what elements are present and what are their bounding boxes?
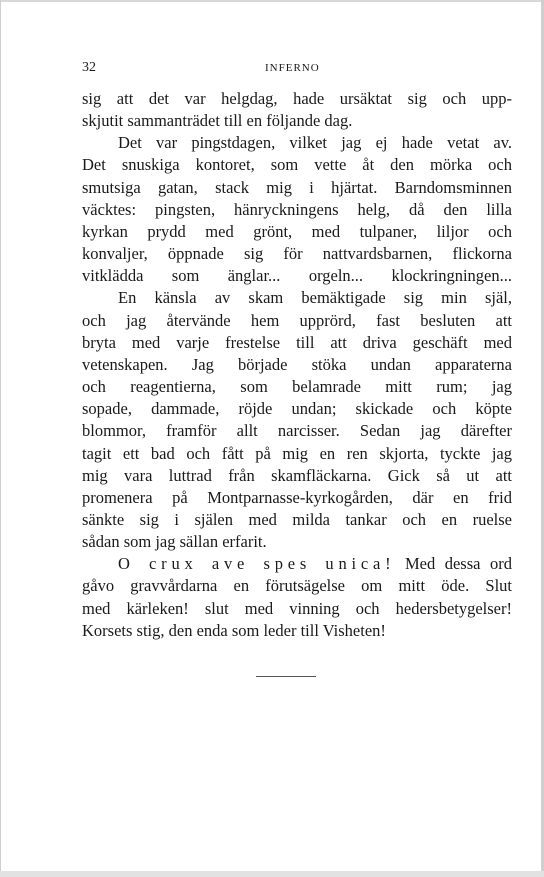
text-line: En känsla av skam bemäktigade sig min själ, — [118, 288, 512, 308]
scan-edge-bottom — [0, 871, 544, 877]
text-line: Korsets stig, den enda som leder till Visheten! — [82, 620, 386, 640]
text-line: kyrkan prydd med grönt, med tulpaner, liljor och — [82, 221, 512, 241]
text-line: bryta med varje frestelse till att driva geschäft med — [82, 332, 512, 352]
text-line: väcktes: pingsten, hänryckningens helg, då den lilla — [82, 199, 512, 219]
text-line: sådan som jag sällan erfarit. — [82, 532, 267, 552]
text-line: smutsiga gatan, stack mig i hjärtat. Barndomsminnen — [82, 177, 512, 197]
text-line: och reagentierna, som belamrade mitt rum; jag — [82, 377, 512, 397]
text-line: Det var pingstdagen, vilket jag ej hade vetat av. — [118, 133, 512, 153]
text-line: sig att det var helgdag, hade ursäktat sig och upp- — [82, 89, 512, 108]
text-line: gåvo gravvårdarna en förutsägelse om mitt öde. Slut — [82, 576, 512, 596]
running-title: INFERNO — [265, 62, 320, 74]
text-line-with-latin-quote — [82, 553, 512, 575]
scan-edge-top — [0, 0, 544, 2]
text-line: tagit ett bad och fått på mig en ren skjorta, tyckte jag — [82, 443, 512, 463]
text-line: och jag återvände hem upprörd, fast besluten att — [82, 310, 512, 330]
text-line: mig vara luttrad från skamfläckarna. Gick så ut att — [82, 465, 512, 485]
text-line: blommor, framför allt narcisser. Sedan jag därefter — [82, 421, 512, 441]
text-line: vitklädda som änglar... orgeln... klockringningen... — [82, 266, 512, 286]
page-number: 32 — [82, 60, 96, 75]
text-line: konvaljer, öppnade sig för nattvardsbarnen, flickorna — [82, 244, 512, 264]
text-line: med kärleken! slut med vinning och hedersbetygelser! — [82, 598, 512, 618]
text-line: vetenskapen. Jag började stöka undan apparaterna — [82, 354, 512, 374]
text-line-rest: Med dessa ord — [395, 554, 512, 574]
text-line: promenera på Montparnasse-kyrkogården, där en frid — [82, 487, 512, 507]
latin-quote: O crux ave spes unica! — [118, 554, 396, 574]
text-line: Det snuskiga kontoret, som vette åt den mörka och — [82, 155, 512, 175]
text-line: sopade, dammade, röjde undan; skickade och köpte — [82, 399, 512, 419]
text-line: skjutit sammanträdet till en följande dag. — [82, 111, 353, 131]
body-text — [82, 88, 512, 642]
text-line: sänkte sig i själen med milda tankar och en ruelse — [82, 509, 512, 529]
scan-edge-left — [0, 0, 1, 877]
page-header — [82, 60, 512, 78]
chapter-end-rule — [256, 676, 316, 677]
